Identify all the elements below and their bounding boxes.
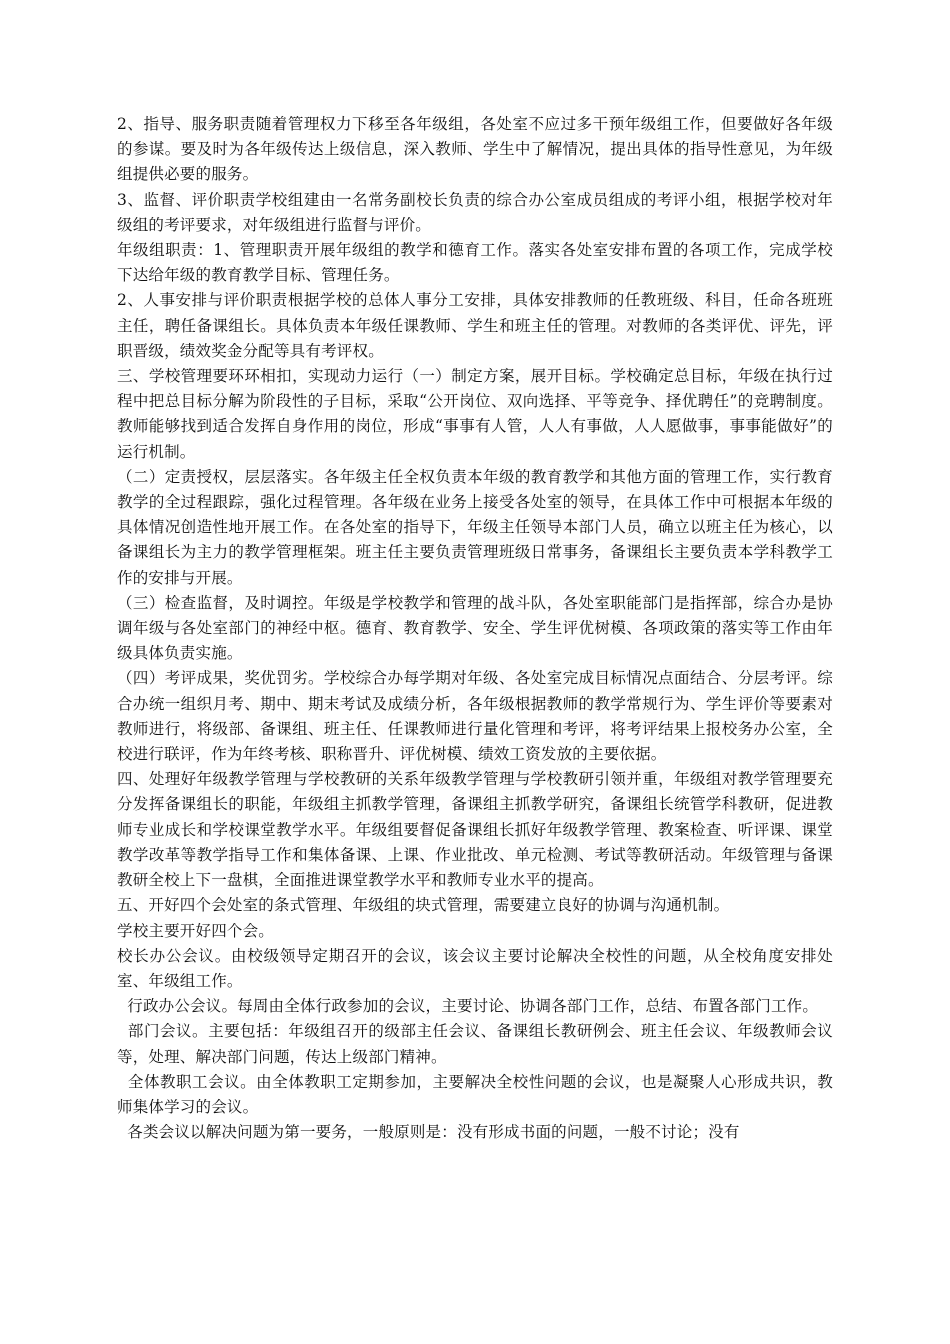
document-body — [117, 112, 833, 1145]
paragraph-4: 2、人事安排与评价职责根据学校的总体人事分工安排，具体安排教师的任教班级、科目，任命各班班主任，聘任备课组长。具体负责本年级任课教师、学生和班主任的管理。对教师的各类评优、评先，评职晋级，绩效奖金分配等具有考评权。 — [117, 291, 833, 360]
paragraph-8: （四）考评成果，奖优罚劣。学校综合办每学期对年级、各处室完成目标情况点面结合、分层考评。综合办统一组织月考、期中、期末考试及成绩分析，各年级根据教师的教学常规行为、学生评价等要素对教师进行，将级部、备课组、班主任、任课教师进行量化管理和考评，将考评结果上报校务办公室，全校进行联评，作为年终考核、职称晋升、评优树模、绩效工资发放的主要依据。 — [117, 669, 833, 764]
paragraph-16: 各类会议以解决问题为第一要务，一般原则是：没有形成书面的问题，一般不讨论；没有 — [117, 1123, 740, 1142]
paragraph-9: 四、处理好年级教学管理与学校教研的关系年级教学管理与学校教研引领并重，年级组对教学管理要充分发挥备课组长的职能，年级组主抓教学管理，备课组主抓教学研究，备课组长统管学科教研，促进教师专业成长和学校课堂教学水平。年级组要督促备课组长抓好年级教学管理、教案检查、听评课、课堂教学改革等教学指导工作和集体备课、上课、作业批改、单元检测、考试等教研活动。年级管理与备课教研全校上下一盘棋，全面推进课堂教学水平和教师专业水平的提高。 — [117, 770, 833, 890]
paragraph-12: 校长办公会议。由校级领导定期召开的会议，该会议主要讨论解决全校性的问题，从全校角度安排处室、年级组工作。 — [117, 946, 833, 990]
paragraph-6: （二）定责授权，层层落实。各年级主任全权负责本年级的教育教学和其他方面的管理工作，实行教育教学的全过程跟踪，强化过程管理。各年级在业务上接受各处室的领导，在具体工作中可根据本年级的具体情况创造性地开展工作。在各处室的指导下，年级主任领导本部门人员，确立以班主任为核心，以备课组长为主力的教学管理框架。班主任主要负责管理班级日常事务，备课组长主要负责本学科教学工作的安排与开展。 — [117, 467, 833, 587]
paragraph-1: 2、指导、服务职责随着管理权力下移至各年级组，各处室不应过多干预年级组工作，但要做好各年级的参谋。要及时为各年级传达上级信息，深入教师、学生中了解情况，提出具体的指导性意见，为年级组提供必要的服务。 — [117, 115, 833, 184]
paragraph-14: 部门会议。主要包括：年级组召开的级部主任会议、备课组长教研例会、班主任会议、年级教师会议等，处理、解决部门问题，传达上级部门精神。 — [117, 1022, 833, 1066]
paragraph-13: 行政办公会议。每周由全体行政参加的会议，主要讨论、协调各部门工作，总结、布置各部门工作。 — [117, 997, 819, 1016]
paragraph-7: （三）检查监督，及时调控。年级是学校教学和管理的战斗队，各处室职能部门是指挥部，综合办是协调年级与各处室部门的神经中枢。德育、教育教学、安全、学生评优树模、各项政策的落实等工作由年级具体负责实施。 — [117, 593, 833, 663]
paragraph-15: 全体教职工会议。由全体教职工定期参加，主要解决全校性问题的会议，也是凝聚人心形成共识，教师集体学习的会议。 — [117, 1072, 833, 1116]
paragraph-10: 五、开好四个会处室的条式管理、年级组的块式管理，需要建立良好的协调与沟通机制。 — [117, 896, 730, 915]
paragraph-2: 3、监督、评价职责学校组建由一名常务副校长负责的综合办公室成员组成的考评小组，根据学校对年级组的考评要求，对年级组进行监督与评价。 — [117, 190, 833, 234]
paragraph-3: 年级组职责：1、管理职责开展年级组的教学和德育工作。落实各处室安排布置的各项工作，完成学校下达给年级的教育教学目标、管理任务。 — [117, 241, 833, 285]
paragraph-5: 三、学校管理要环环相扣，实现动力运行（一）制定方案，展开目标。学校确定总目标，年级在执行过程中把总目标分解为阶段性的子目标，采取“公开岗位、双向选择、平等竞争、择优聘任”的竞聘制度。教师能够找到适合发挥自身作用的岗位，形成“事事有人管，人人有事做，人人愿做事，事事能做好”的运行机制。 — [117, 367, 833, 461]
paragraph-11: 学校主要开好四个会。 — [117, 921, 275, 940]
